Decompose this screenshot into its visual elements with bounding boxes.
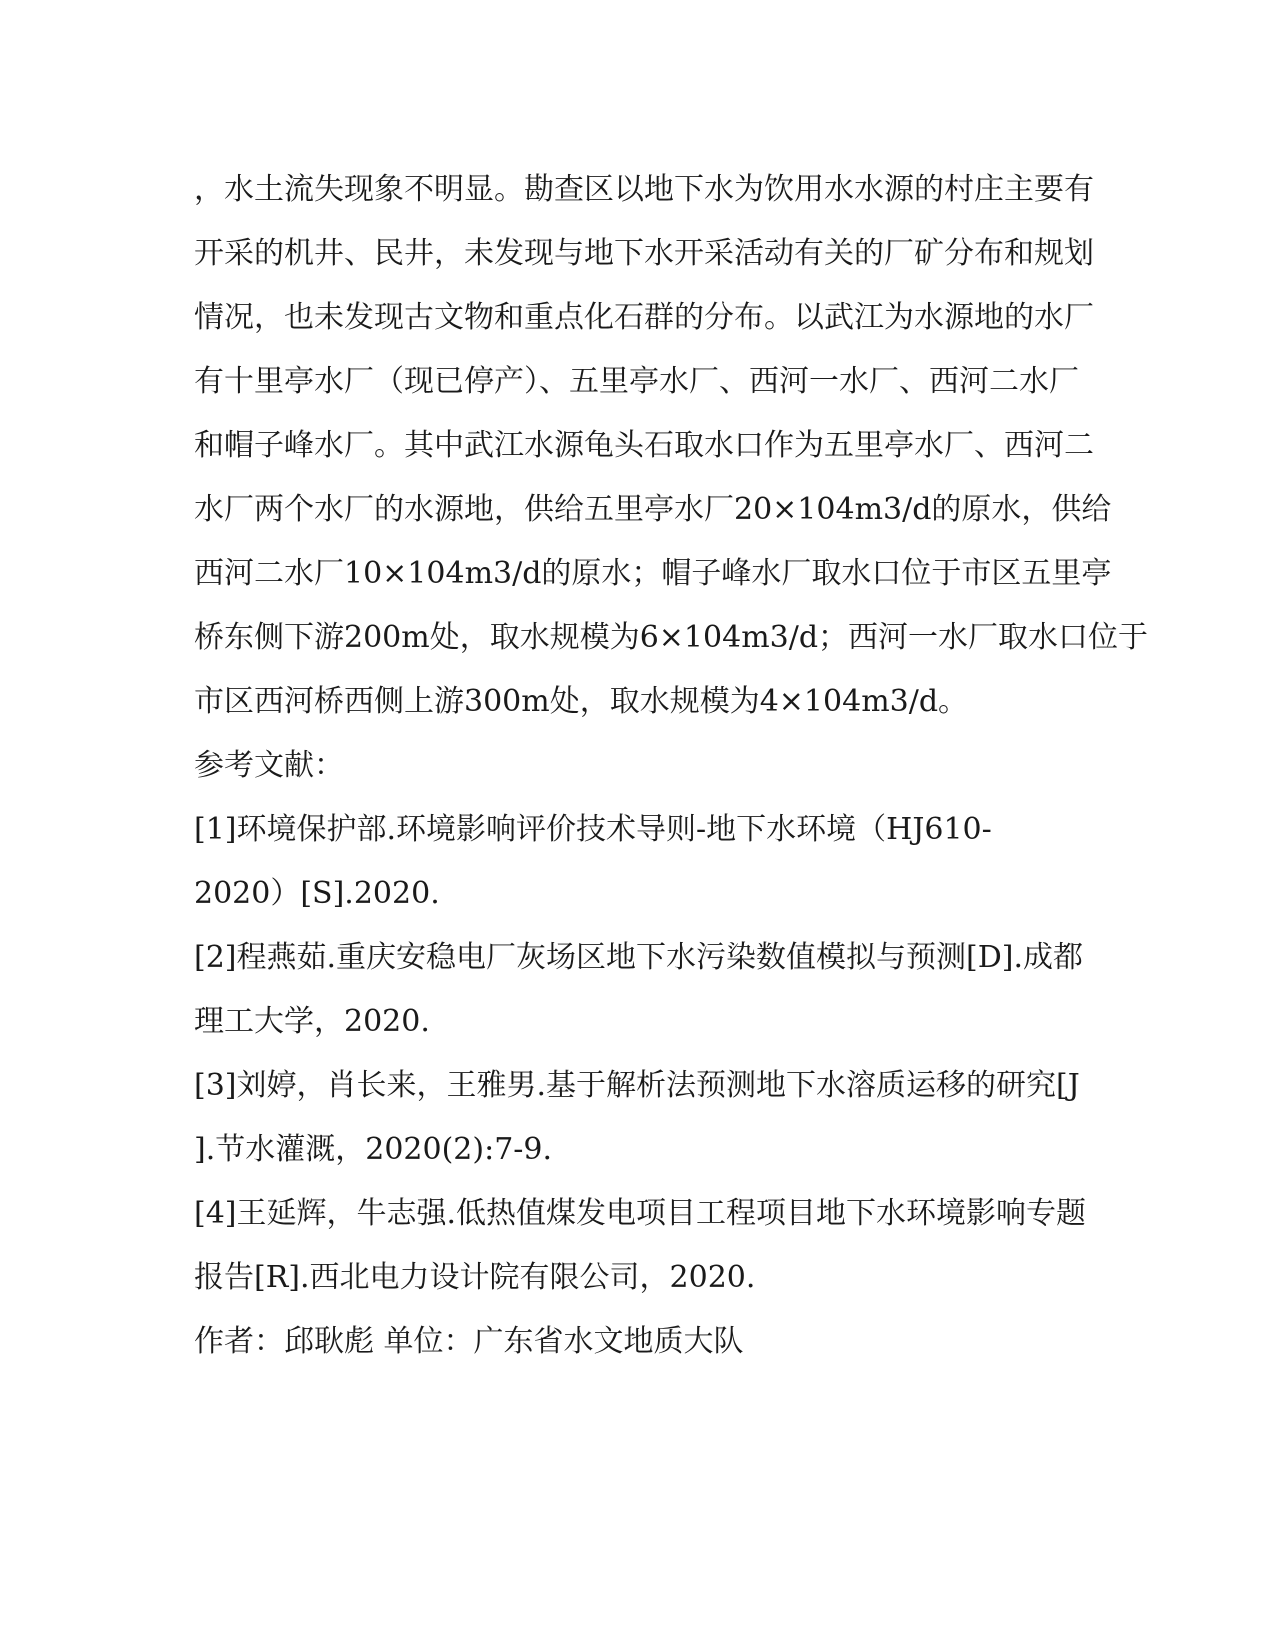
body-text-line: 西河二水厂10×104m3/d的原水；帽子峰水厂取水口位于市区五里亭 — [194, 556, 1112, 591]
body-text-line: ，水土流失现象不明显。勘查区以地下水为饮用水水源的村庄主要有 — [194, 172, 1094, 207]
reference-2-line: [2]程燕茹.重庆安稳电厂灰场区地下水污染数值模拟与预测[D].成都 — [194, 940, 1084, 975]
references-heading: 参考文献： — [194, 748, 344, 783]
body-text-line: 水厂两个水厂的水源地，供给五里亭水厂20×104m3/d的原水，供给 — [194, 492, 1112, 527]
body-text-line: 情况，也未发现古文物和重点化石群的分布。以武江为水源地的水厂 — [194, 300, 1094, 335]
reference-1-line: [1]环境保护部.环境影响评价技术导则-地下水环境（HJ610- — [194, 812, 992, 847]
body-text-line: 市区西河桥西侧上游300m处，取水规模为4×104m3/d。 — [194, 684, 969, 719]
body-text-line: 开采的机井、民井，未发现与地下水开采活动有关的厂矿分布和规划 — [194, 236, 1094, 271]
body-text-line: 桥东侧下游200m处，取水规模为6×104m3/d；西河一水厂取水口位于 — [194, 620, 1149, 655]
reference-2-line: 理工大学，2020. — [194, 1004, 430, 1039]
body-text-line: 有十里亭水厂（现已停产）、五里亭水厂、西河一水厂、西河二水厂 — [194, 364, 1079, 399]
reference-4-line: [4]王延辉，牛志强.低热值煤发电项目工程项目地下水环境影响专题 — [194, 1196, 1087, 1231]
document-body — [194, 158, 1149, 1374]
body-text-line: 和帽子峰水厂。其中武江水源龟头石取水口作为五里亭水厂、西河二 — [194, 428, 1094, 463]
author-line: 作者：邱耿彪 单位：广东省水文地质大队 — [194, 1324, 744, 1359]
reference-3-line: [3]刘婷，肖长来，王雅男.基于解析法预测地下水溶质运移的研究[J — [194, 1068, 1080, 1103]
reference-4-line: 报告[R].西北电力设计院有限公司，2020. — [194, 1260, 756, 1295]
reference-1-line: 2020）[S].2020. — [194, 876, 440, 911]
reference-3-line: ].节水灌溉，2020(2):7-9. — [194, 1132, 553, 1167]
